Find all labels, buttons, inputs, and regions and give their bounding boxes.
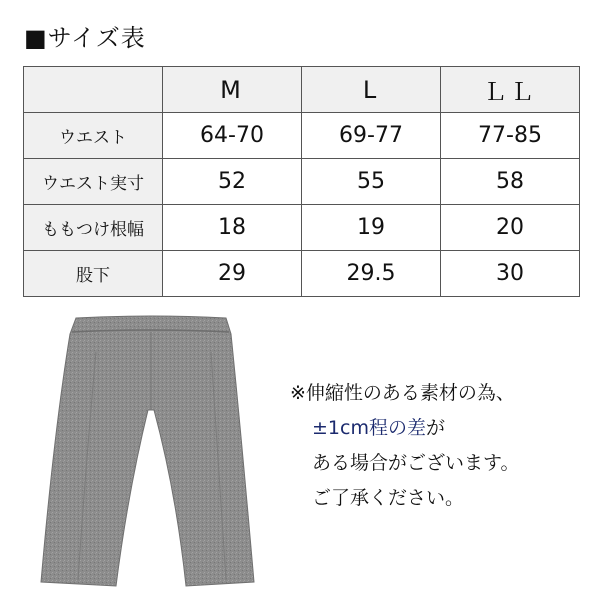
table-cell: 18 bbox=[163, 205, 302, 251]
row-label-waist: ウエスト bbox=[24, 113, 163, 159]
table-cell: 52 bbox=[163, 159, 302, 205]
table-row bbox=[24, 113, 580, 159]
row-label-thigh-width: ももつけ根幅 bbox=[24, 205, 163, 251]
table-cell: 77-85 bbox=[441, 113, 580, 159]
row-label-waist-actual: ウエスト実寸 bbox=[24, 159, 163, 205]
table-corner-cell bbox=[24, 67, 163, 113]
note-line-4: ご了承ください。 bbox=[312, 487, 465, 509]
note-line-3: ある場合がございます。 bbox=[312, 452, 520, 474]
table-cell: 58 bbox=[441, 159, 580, 205]
note-line-2-rest: が bbox=[425, 417, 445, 439]
table-cell: 20 bbox=[441, 205, 580, 251]
table-row bbox=[24, 205, 580, 251]
column-header-m: M bbox=[163, 67, 302, 113]
size-table bbox=[23, 66, 580, 297]
table-cell: 69-77 bbox=[302, 113, 441, 159]
stretch-note bbox=[290, 376, 519, 516]
row-label-inseam: 股下 bbox=[24, 251, 163, 297]
table-cell: 64-70 bbox=[163, 113, 302, 159]
table-cell: 30 bbox=[441, 251, 580, 297]
note-line-2 bbox=[290, 411, 519, 446]
column-header-l: L bbox=[302, 67, 441, 113]
pants-photo bbox=[36, 312, 266, 590]
table-header-row bbox=[24, 67, 580, 113]
note-line-1: ※伸縮性のある素材の為、 bbox=[290, 382, 515, 404]
page-title: ■サイズ表 bbox=[24, 24, 146, 52]
table-cell: 19 bbox=[302, 205, 441, 251]
table-cell: 29.5 bbox=[302, 251, 441, 297]
column-header-ll: ＬＬ bbox=[441, 67, 580, 113]
table-cell: 29 bbox=[163, 251, 302, 297]
table-cell: 55 bbox=[302, 159, 441, 205]
table-row bbox=[24, 159, 580, 205]
tolerance-highlight: ±1cm程の差 bbox=[312, 417, 426, 439]
table-row bbox=[24, 251, 580, 297]
